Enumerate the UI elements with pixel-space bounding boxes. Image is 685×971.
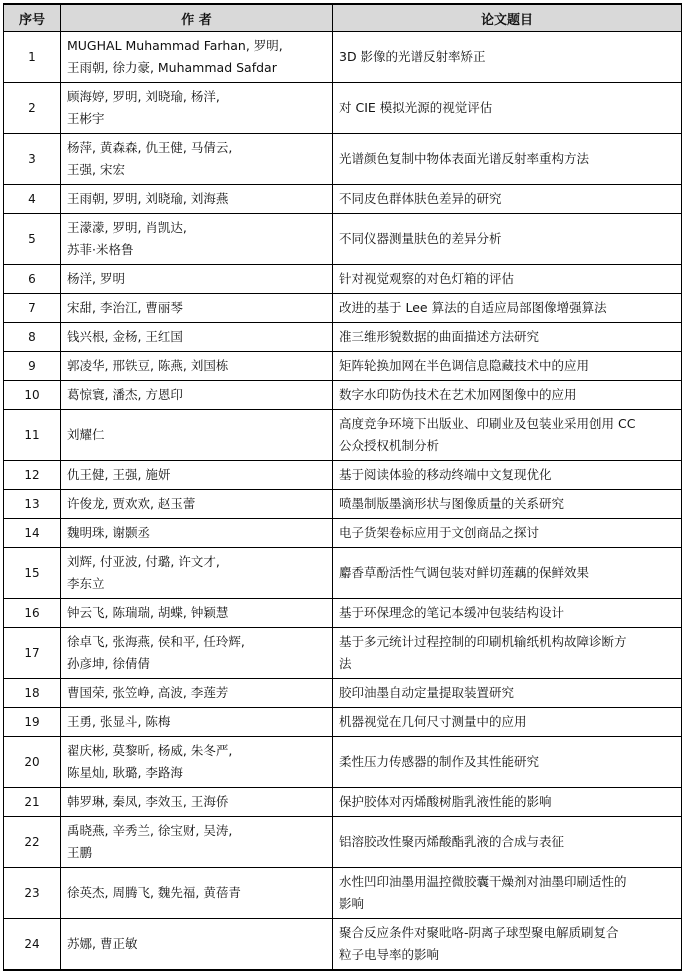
- title-cell: [333, 410, 682, 461]
- row-number: 16: [4, 599, 61, 628]
- author-line: 钟云飞, 陈瑞瑞, 胡蝶, 钟颖慧: [67, 605, 229, 620]
- title-line: 胶印油墨自动定量提取装置研究: [339, 685, 515, 700]
- authors-cell: [61, 381, 333, 410]
- authors-cell: [61, 352, 333, 381]
- row-number: 5: [4, 214, 61, 265]
- authors-cell: [61, 628, 333, 679]
- header-row: [4, 4, 682, 32]
- title-cell: [333, 817, 682, 868]
- title-cell: [333, 868, 682, 919]
- author-line: 王雨朝, 徐力豪, Muhammad Safdar: [67, 60, 277, 75]
- title-line: 聚合反应条件对聚吡咯-阴离子球型聚电解质刷复合: [339, 925, 619, 940]
- row-number: 15: [4, 548, 61, 599]
- row-number: 3: [4, 134, 61, 185]
- title-cell: [333, 599, 682, 628]
- row-number: 1: [4, 32, 61, 83]
- row-number: 22: [4, 817, 61, 868]
- authors-cell: [61, 134, 333, 185]
- title-cell: [333, 548, 682, 599]
- title-line: 光谱颜色复制中物体表面光谱反射率重构方法: [339, 151, 590, 166]
- table-row: [4, 919, 682, 971]
- authors-cell: [61, 214, 333, 265]
- table-row: [4, 214, 682, 265]
- title-cell: [333, 788, 682, 817]
- authors-cell: [61, 294, 333, 323]
- table-row: [4, 599, 682, 628]
- row-number: 8: [4, 323, 61, 352]
- title-line: 水性凹印油墨用温控微胶囊干燥剂对油墨印刷适性的: [339, 874, 627, 889]
- title-cell: [333, 83, 682, 134]
- row-number: 2: [4, 83, 61, 134]
- authors-cell: [61, 32, 333, 83]
- title-line: 准三维形貌数据的曲面描述方法研究: [339, 329, 540, 344]
- title-line: 矩阵轮换加网在半色调信息隐藏技术中的应用: [339, 358, 590, 373]
- author-line: 刘辉, 付亚波, 付璐, 许文才,: [67, 554, 220, 569]
- title-cell: [333, 708, 682, 737]
- authors-cell: [61, 737, 333, 788]
- table-row: [4, 548, 682, 599]
- authors-cell: [61, 323, 333, 352]
- authors-cell: [61, 817, 333, 868]
- title-line: 基于阅读体验的移动终端中文复现优化: [339, 467, 552, 482]
- header-authors: 作 者: [61, 4, 333, 32]
- title-cell: [333, 919, 682, 971]
- title-line: 数字水印防伪技术在艺术加网图像中的应用: [339, 387, 577, 402]
- authors-cell: [61, 679, 333, 708]
- author-line: 宋甜, 李治江, 曹丽琴: [67, 300, 183, 315]
- author-line: 钱兴根, 金杨, 王红国: [67, 329, 183, 344]
- title-line: 粒子电导率的影响: [339, 947, 440, 962]
- author-line: 陈星灿, 耿璐, 李路海: [67, 765, 183, 780]
- author-line: 王雨朝, 罗明, 刘晓瑜, 刘海燕: [67, 191, 229, 206]
- title-line: 高度竞争环境下出版业、印刷业及包装业采用创用 CC: [339, 416, 636, 431]
- authors-cell: [61, 83, 333, 134]
- table-row: [4, 134, 682, 185]
- title-line: 机器视觉在几何尺寸测量中的应用: [339, 714, 527, 729]
- paper-list: [3, 3, 682, 971]
- table-row: [4, 737, 682, 788]
- row-number: 6: [4, 265, 61, 294]
- title-line: 法: [339, 656, 352, 671]
- row-number: 14: [4, 519, 61, 548]
- title-line: 对 CIE 模拟光源的视觉评估: [339, 100, 493, 115]
- title-line: 不同仪器测量肤色的差异分析: [339, 231, 502, 246]
- title-line: 公众授权机制分析: [339, 438, 440, 453]
- title-line: 基于环保理念的笔记本缓冲包装结构设计: [339, 605, 565, 620]
- authors-cell: [61, 708, 333, 737]
- author-line: 翟庆彬, 莫黎昕, 杨威, 朱冬严,: [67, 743, 233, 758]
- table-row: [4, 381, 682, 410]
- row-number: 17: [4, 628, 61, 679]
- title-line: 针对视觉观察的对色灯箱的评估: [339, 271, 515, 286]
- table-row: [4, 352, 682, 381]
- row-number: 12: [4, 461, 61, 490]
- table-row: [4, 708, 682, 737]
- author-line: MUGHAL Muhammad Farhan, 罗明,: [67, 38, 283, 53]
- row-number: 24: [4, 919, 61, 971]
- row-number: 4: [4, 185, 61, 214]
- author-line: 曹国荣, 张笠峥, 高波, 李莲芳: [67, 685, 229, 700]
- authors-cell: [61, 788, 333, 817]
- table-row: [4, 461, 682, 490]
- title-cell: [333, 381, 682, 410]
- author-line: 刘耀仁: [67, 427, 105, 442]
- title-line: 改进的基于 Lee 算法的自适应局部图像增强算法: [339, 300, 607, 315]
- author-line: 王强, 宋宏: [67, 162, 125, 177]
- authors-cell: [61, 490, 333, 519]
- table-row: [4, 265, 682, 294]
- title-line: 影响: [339, 896, 365, 911]
- authors-cell: [61, 548, 333, 599]
- author-line: 苏菲·米格鲁: [67, 242, 134, 257]
- row-number: 9: [4, 352, 61, 381]
- table-row: [4, 185, 682, 214]
- header-title: 论文题目: [333, 4, 682, 32]
- title-cell: [333, 628, 682, 679]
- title-cell: [333, 185, 682, 214]
- author-line: 徐英杰, 周腾飞, 魏先福, 黄蓓青: [67, 885, 241, 900]
- header-no: 序号: [4, 4, 61, 32]
- author-line: 许俊龙, 贾欢欢, 赵玉蕾: [67, 496, 196, 511]
- authors-cell: [61, 519, 333, 548]
- title-line: 基于多元统计过程控制的印刷机输纸机构故障诊断方: [339, 634, 627, 649]
- title-line: 柔性压力传感器的制作及其性能研究: [339, 754, 540, 769]
- authors-cell: [61, 868, 333, 919]
- author-line: 郭凌华, 邢铁豆, 陈燕, 刘国栋: [67, 358, 229, 373]
- author-line: 孙彦坤, 徐倩倩: [67, 656, 150, 671]
- author-line: 王彬宇: [67, 111, 105, 126]
- author-line: 禹晓燕, 辛秀兰, 徐宝财, 吴涛,: [67, 823, 233, 838]
- author-line: 李东立: [67, 576, 105, 591]
- title-line: 喷墨制版墨滴形状与图像质量的关系研究: [339, 496, 565, 511]
- table-row: [4, 679, 682, 708]
- title-line: 铝溶胶改性聚丙烯酸酯乳液的合成与表征: [339, 834, 565, 849]
- table-row: [4, 817, 682, 868]
- title-line: 不同皮色群体肤色差异的研究: [339, 191, 502, 206]
- authors-cell: [61, 461, 333, 490]
- author-line: 葛惊寰, 潘杰, 方恩印: [67, 387, 183, 402]
- title-cell: [333, 679, 682, 708]
- title-line: 电子货架卷标应用于文创商品之探讨: [339, 525, 540, 540]
- title-cell: [333, 32, 682, 83]
- author-line: 魏明珠, 谢颢丞: [67, 525, 150, 540]
- authors-cell: [61, 919, 333, 971]
- row-number: 20: [4, 737, 61, 788]
- author-line: 王濛濛, 罗明, 肖凯达,: [67, 220, 187, 235]
- authors-cell: [61, 265, 333, 294]
- authors-cell: [61, 599, 333, 628]
- title-line: 3D 影像的光谱反射率矫正: [339, 49, 486, 64]
- title-cell: [333, 294, 682, 323]
- table-row: [4, 83, 682, 134]
- title-cell: [333, 265, 682, 294]
- title-cell: [333, 490, 682, 519]
- row-number: 19: [4, 708, 61, 737]
- title-cell: [333, 134, 682, 185]
- table-row: [4, 323, 682, 352]
- table-row: [4, 788, 682, 817]
- author-line: 杨萍, 黄森森, 仇王健, 马倩云,: [67, 140, 233, 155]
- author-line: 王鹏: [67, 845, 93, 860]
- table-row: [4, 519, 682, 548]
- author-line: 杨洋, 罗明: [67, 271, 125, 286]
- author-line: 仇王健, 王强, 施妍: [67, 467, 171, 482]
- paper-table: [3, 3, 682, 971]
- row-number: 11: [4, 410, 61, 461]
- row-number: 18: [4, 679, 61, 708]
- title-line: 保护胶体对丙烯酸树脂乳液性能的影响: [339, 794, 552, 809]
- row-number: 23: [4, 868, 61, 919]
- authors-cell: [61, 185, 333, 214]
- table-row: [4, 32, 682, 83]
- title-cell: [333, 461, 682, 490]
- title-line: 麝香草酚活性气调包装对鲜切莲藕的保鲜效果: [339, 565, 590, 580]
- row-number: 13: [4, 490, 61, 519]
- title-cell: [333, 214, 682, 265]
- author-line: 徐卓飞, 张海燕, 侯和平, 任玲辉,: [67, 634, 245, 649]
- row-number: 10: [4, 381, 61, 410]
- title-cell: [333, 519, 682, 548]
- row-number: 7: [4, 294, 61, 323]
- author-line: 顾海婷, 罗明, 刘晓瑜, 杨洋,: [67, 89, 220, 104]
- title-cell: [333, 323, 682, 352]
- table-row: [4, 490, 682, 519]
- table-row: [4, 294, 682, 323]
- authors-cell: [61, 410, 333, 461]
- table-row: [4, 868, 682, 919]
- author-line: 王勇, 张显斗, 陈梅: [67, 714, 171, 729]
- author-line: 苏娜, 曹正敏: [67, 936, 138, 951]
- table-row: [4, 628, 682, 679]
- title-cell: [333, 352, 682, 381]
- title-cell: [333, 737, 682, 788]
- table-row: [4, 410, 682, 461]
- row-number: 21: [4, 788, 61, 817]
- author-line: 韩罗琳, 秦凤, 李效玉, 王海侨: [67, 794, 229, 809]
- table-body: [4, 32, 682, 971]
